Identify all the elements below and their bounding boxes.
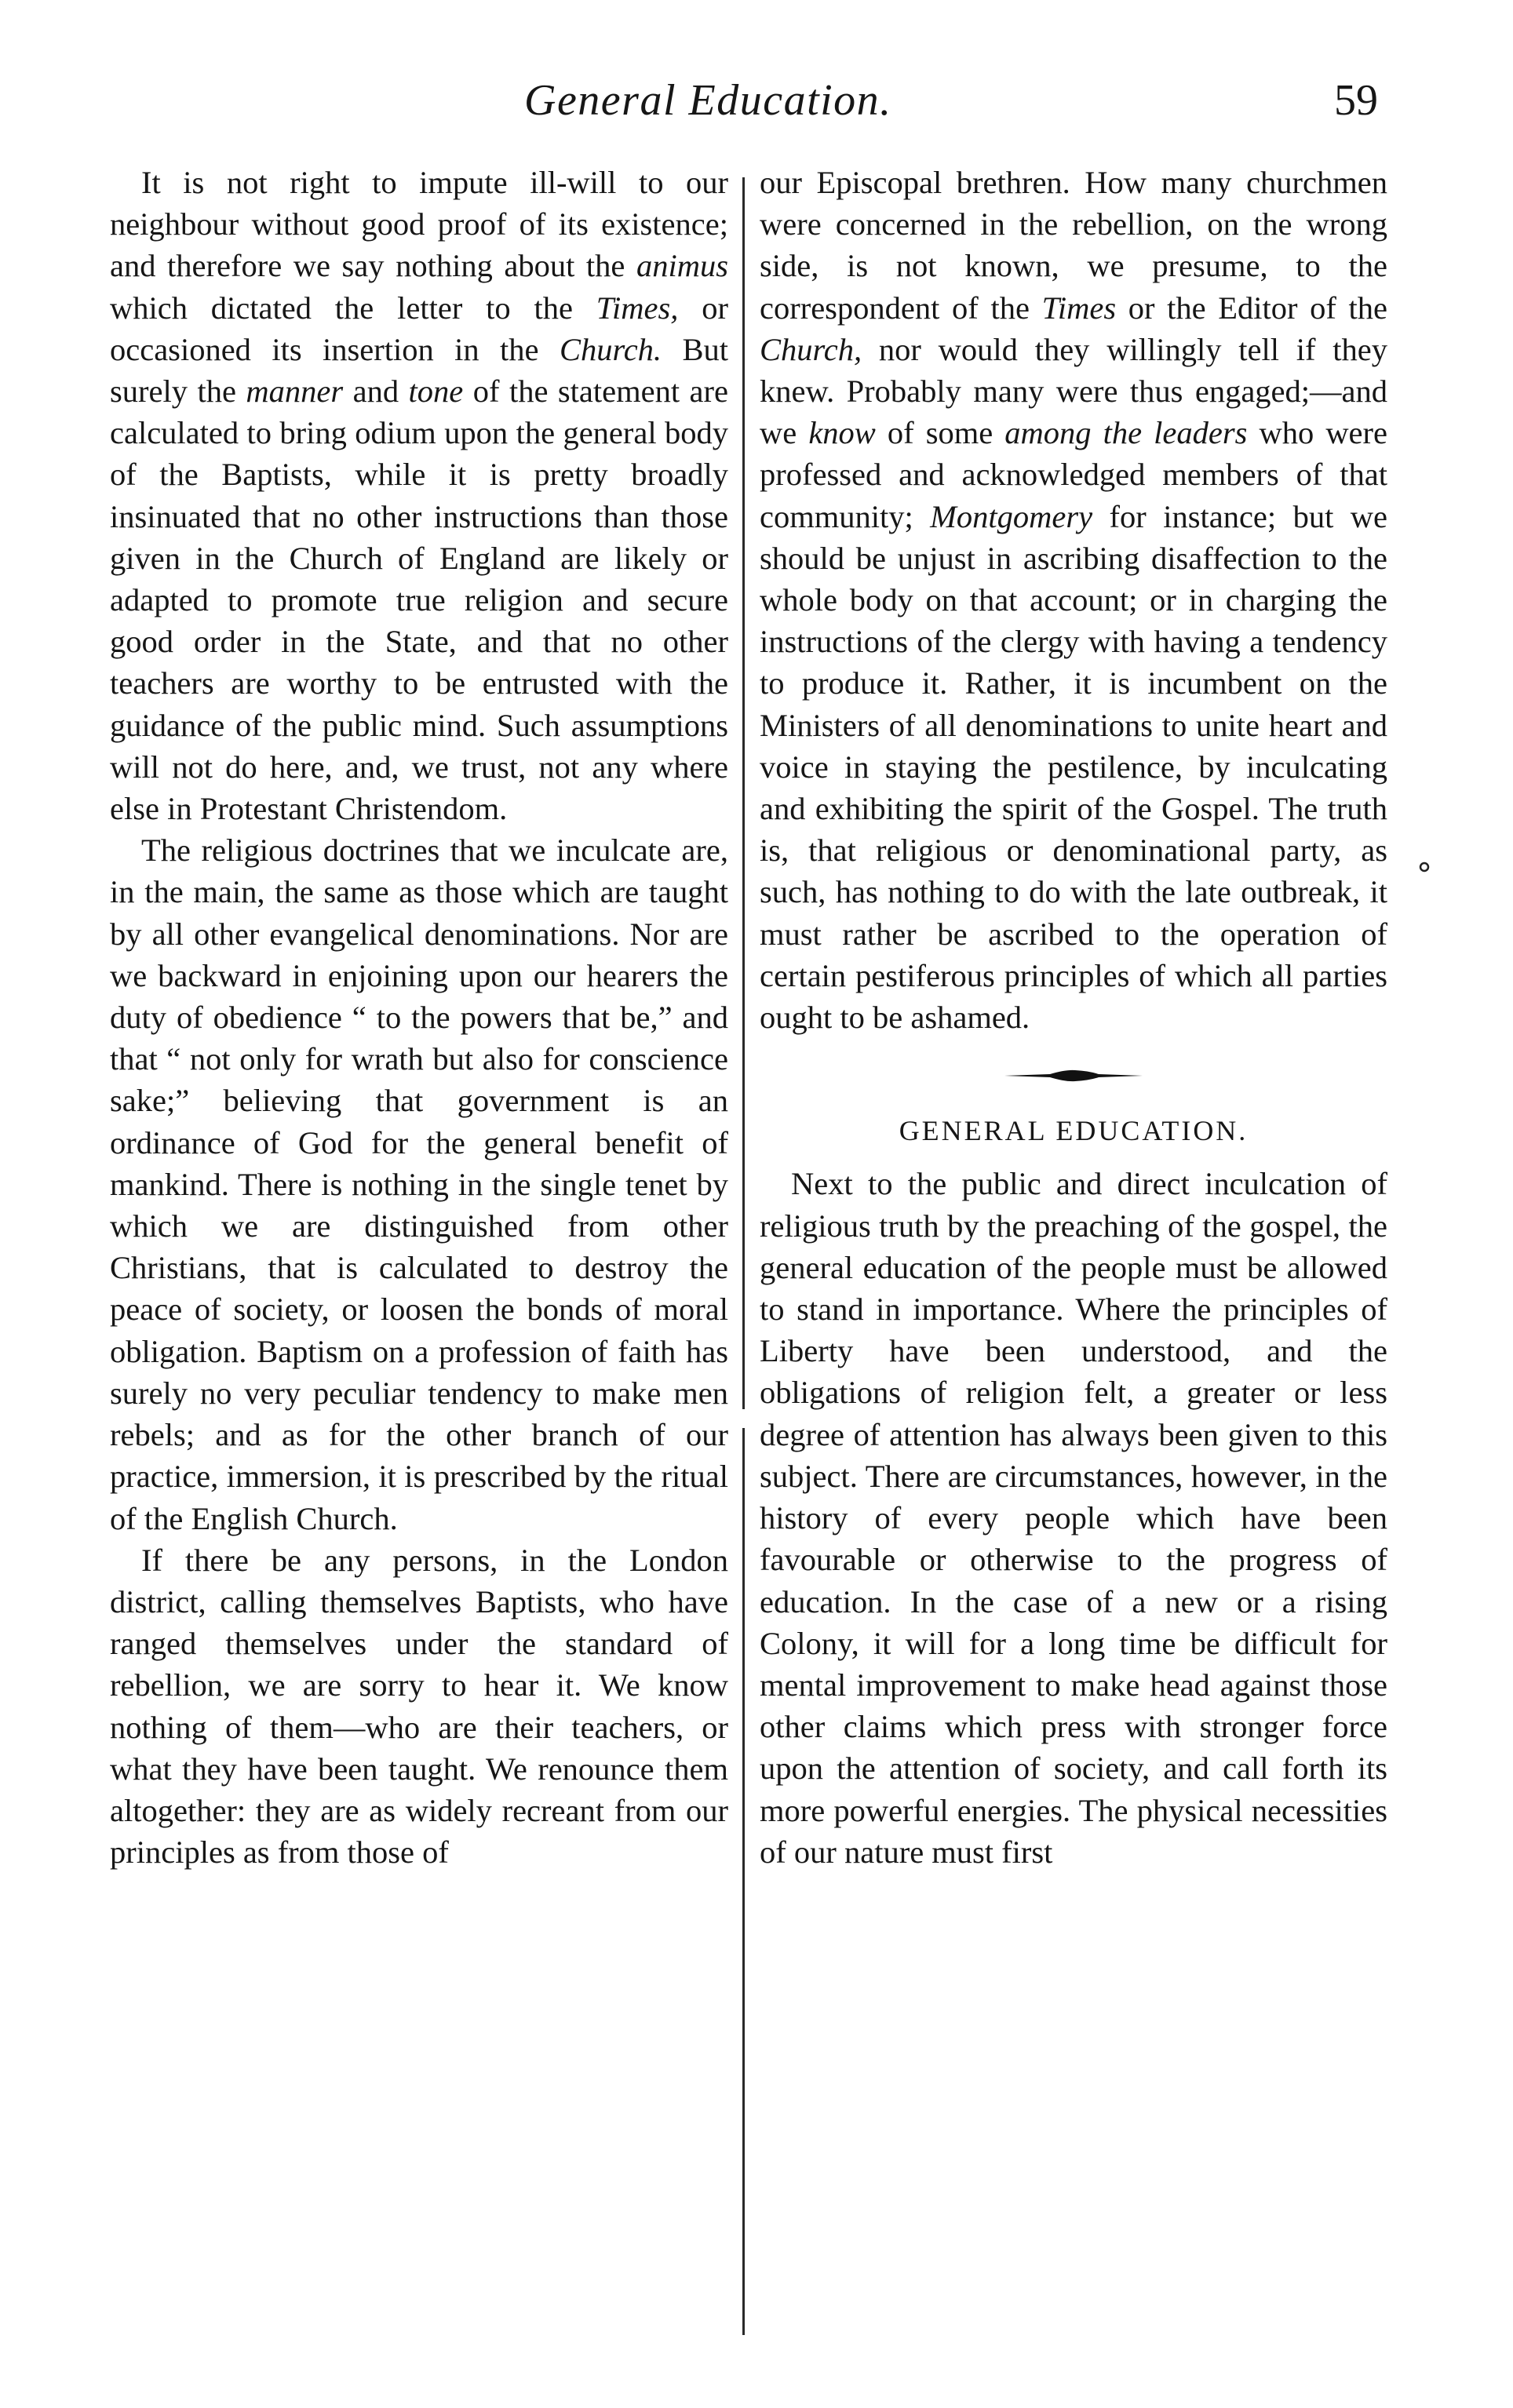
section-divider-flourish [1003,1068,1144,1084]
emphasis: Times, [596,290,679,326]
paragraph: If there be any persons, in the London district, calling themselves Baptists, who have ranged themselves under the standard of rebellion, we are sorry to hear it. We know nothing of them—who are their teachers, or what they have been taught. We renounce them altogether: they are as widely recreant from our principles as from those of [110,1542,728,1871]
emphasis: tone [408,373,464,410]
running-title: General Education. [524,76,892,125]
column-rule [742,1428,745,2335]
column-rule [742,177,745,1409]
section-heading: GENERAL EDUCATION. [899,1115,1249,1147]
left-column [110,162,728,1873]
paragraph: our Episcopal brethren. How many churchmen were concerned in the rebellion, on the wrong side, is not known, we presume, to the correspondent of the Times or the Editor of the Church, nor would they willingly tell if they knew. Probably many were thus engaged;—and we know of some among the leaders who were professed and acknowledged members of that community; Montgomery for instance; but we should be unjust in ascribing disaffection to the whole body on that account; or in charging the instructions of the clergy with having a tendency to produce it. Rather, it is incumbent on the Ministers of all denominations to unite heart and voice in staying the pestilence, by inculcating and exhibiting the spirit of the Gospel. The truth is, that religious or denominational party, as such, has nothing to do with the late outbreak, it must rather be ascribed to the operation of certain pestiferous principles of which all parties ought to be ashamed. [760,165,1388,1036]
emphasis: manner [246,373,344,410]
right-column [760,162,1387,1873]
emphasis: know [808,415,876,451]
emphasis: among the leaders [1004,415,1248,451]
paragraph: Next to the public and direct inculcation of religious truth by the preaching of the gospel, the general education of the people must be allowed to stand in importance. Where the principles of Liberty have been understood, and the obligations of religion felt, a greater or less degree of attention has always been given to this subject. There are circumstances, however, in the history of every people which have been favourable or otherwise to the progress of education. In the case of a new or a rising Colony, it will for a long time be difficult for mental improvement to make head against those other claims which press with stronger force upon the attention of society, and call forth its more powerful energies. The physical necessities of our nature must first [760,1166,1387,1870]
emphasis: Times [1041,290,1117,326]
emphasis: Montgomery [930,498,1093,534]
emphasis: animus [636,248,728,284]
paragraph: The religious doctrines that we inculcate are, in the main, the same as those which are taught by all other evangelical denominations. Nor are we backward in enjoining upon our hearers the duty of obedience “ to the powers that be,” and that “ not only for wrath but also for conscience sake;” believing that government is an ordinance of God for the general benefit of mankind. There is nothing in the single tenet by which we are distinguished from other Christians, that is calculated to destroy the peace of society, or loosen the bonds of moral obligation. Baptism on a profession of faith has surely no very peculiar tendency to make men rebels; and as for the other branch of our practice, immersion, it is prescribed by the ritual of the English Church. [110,832,728,1536]
running-head [0,75,1513,130]
margin-dot [1419,862,1430,872]
page-number: 59 [1334,76,1378,125]
paragraph: It is not right to impute ill-will to our neighbour without good proof of its existence; and therefore we say nothing about the animus which dictated the letter to the Times, or occasioned its insertion in the Church. But surely the manner and tone of the statement are calculated to bring odium upon the general body of the Baptists, while it is pretty broadly insinuated that no other instructions than those given in the Church of England are likely or adapted to promote true religion and secure good order in the State, and that no other teachers are worthy to be entrusted with the guidance of the public mind. Such assumptions will not do here, and, we trust, not any where else in Protestant Christendom. [110,165,728,827]
emphasis: Church. [559,331,662,367]
emphasis: Church, [760,331,862,367]
